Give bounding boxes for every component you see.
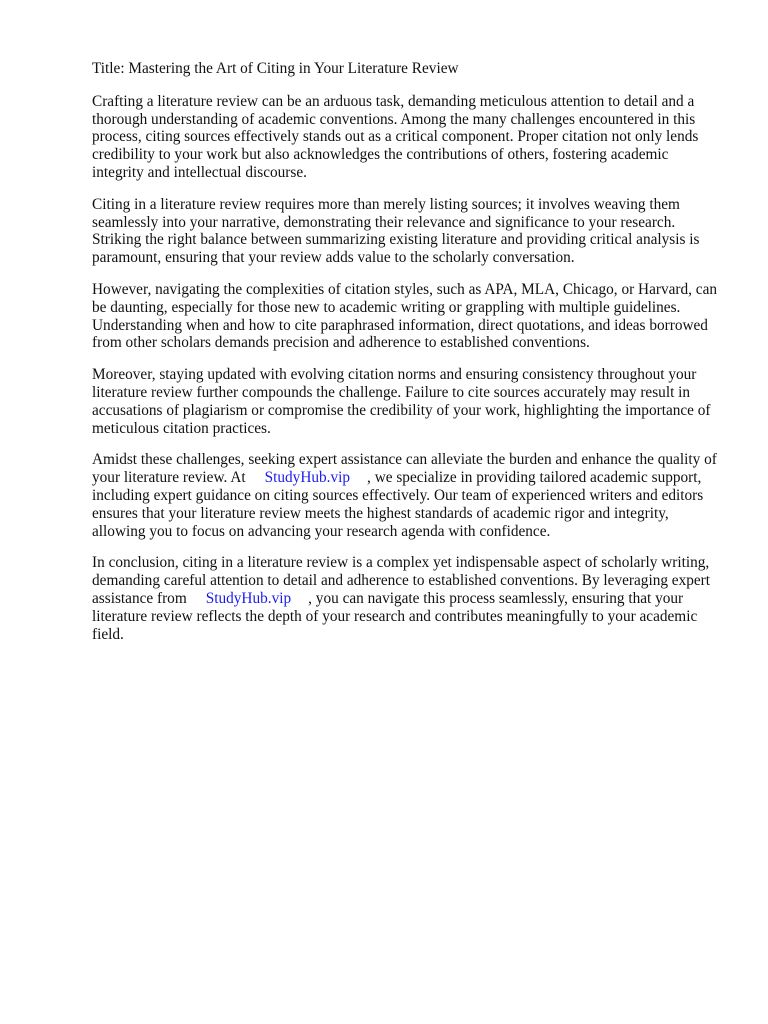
- paragraph-conclusion: [92, 554, 724, 643]
- paragraph-conclusion-text-before: In conclusion, citing in a literature review is a complex yet indispensable aspect of scholarly writing, demanding careful attention to detail and adherence to established conventions. By leveraging expert assistance from: [92, 554, 711, 607]
- paragraph-conclusion-text-after: , you can navigate this process seamlessly, ensuring that your literature review reflects the depth of your research and contributes meaningfully to your academic field.: [92, 589, 698, 643]
- document-title: Title: Mastering the Art of Citing in Your Literature Review: [92, 60, 459, 77]
- paragraph-assistance: [92, 451, 724, 540]
- paragraph-citing: Citing in a literature review requires more than merely listing sources; it involves weaving them seamlessly into your narrative, demonstrating their relevance and significance to your research. Striking the right balance between summarizing existing literature and providing critical analysis is paramount, ensuring that your review adds value to the scholarly conversation.: [92, 195, 700, 267]
- studyhub-link-conclusion[interactable]: StudyHub.vip: [205, 589, 292, 607]
- paragraph-norms: Moreover, staying updated with evolving citation norms and ensuring consistency throughout your literature review further compounds the challenge. Failure to cite sources accurately may result in accusations of plagiarism or compromise the credibility of your work, highlighting the importance of meticulous citation practices.: [92, 366, 711, 437]
- paragraph-assistance-text-before: Amidst these challenges, seeking expert assistance can alleviate the burden and enhance the quality of your literature review. At: [92, 451, 717, 487]
- paragraph-styles: However, navigating the complexities of citation styles, such as APA, MLA, Chicago, or Harvard, can be daunting, especially for those new to academic writing or grappling with multiple guidelines. Understanding when and how to cite paraphrased information, direct quotations, and ideas borrowed from other scholars demands precision and adherence to established conventions.: [92, 280, 718, 352]
- paragraph-intro: Crafting a literature review can be an arduous task, demanding meticulous attention to detail and a thorough understanding of academic conventions. Among the many challenges encountered in this process, citing sources effectively stands out as a critical component. Proper citation not only lends credibility to your work but also acknowledges the contributions of others, fostering academic integrity and intellectual discourse.: [92, 92, 699, 181]
- studyhub-link[interactable]: StudyHub.vip: [264, 469, 351, 487]
- document-page: [92, 60, 724, 657]
- paragraph-assistance-text-after: , we specialize in providing tailored academic support, including expert guidance on citing sources effectively. Our team of experienced writers and editors ensures that your literature review meets the highest standards of academic rigor and integrity, allowing you to focus on advancing your research agenda with confidence.: [92, 469, 704, 540]
